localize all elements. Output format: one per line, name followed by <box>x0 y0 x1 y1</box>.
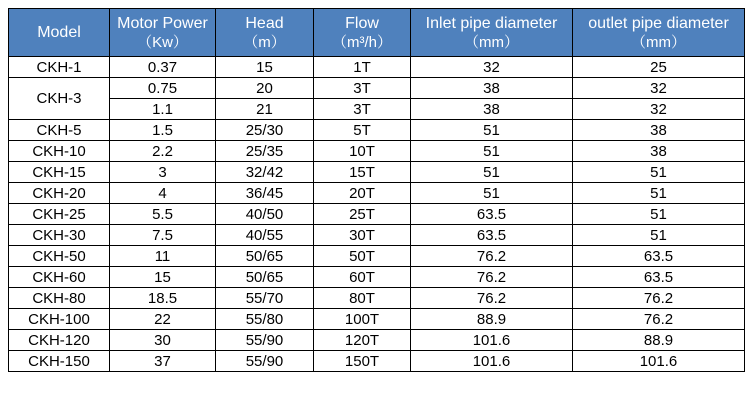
cell-inlet: 63.5 <box>411 204 573 225</box>
header-outlet-diameter: outlet pipe diameter （mm） <box>573 9 745 57</box>
cell-model: CKH-30 <box>9 225 110 246</box>
cell-model: CKH-10 <box>9 141 110 162</box>
table-row <box>9 330 745 351</box>
header-row <box>9 9 745 57</box>
table-row <box>9 267 745 288</box>
cell-power: 0.75 <box>110 78 216 99</box>
cell-head: 20 <box>216 78 314 99</box>
cell-flow: 60T <box>314 267 411 288</box>
header-motor-power: Motor Power （Kw） <box>110 9 216 57</box>
table-row <box>9 183 745 204</box>
cell-head: 21 <box>216 99 314 120</box>
cell-inlet: 38 <box>411 99 573 120</box>
cell-power: 4 <box>110 183 216 204</box>
cell-inlet: 76.2 <box>411 267 573 288</box>
cell-outlet: 63.5 <box>573 246 745 267</box>
header-flow: Flow （m³/h） <box>314 9 411 57</box>
cell-head: 50/65 <box>216 267 314 288</box>
cell-inlet: 76.2 <box>411 288 573 309</box>
cell-power: 30 <box>110 330 216 351</box>
table-row <box>9 309 745 330</box>
cell-model: CKH-1 <box>9 57 110 78</box>
cell-flow: 30T <box>314 225 411 246</box>
cell-outlet: 32 <box>573 78 745 99</box>
cell-outlet: 51 <box>573 183 745 204</box>
cell-inlet: 51 <box>411 141 573 162</box>
cell-flow: 1T <box>314 57 411 78</box>
table-row <box>9 204 745 225</box>
table-row <box>9 351 745 372</box>
table-row <box>9 78 745 99</box>
cell-outlet: 38 <box>573 120 745 141</box>
table-row <box>9 162 745 183</box>
cell-outlet: 63.5 <box>573 267 745 288</box>
cell-flow: 3T <box>314 99 411 120</box>
table-row <box>9 120 745 141</box>
cell-head: 32/42 <box>216 162 314 183</box>
cell-power: 18.5 <box>110 288 216 309</box>
cell-head: 50/65 <box>216 246 314 267</box>
cell-power: 2.2 <box>110 141 216 162</box>
cell-power: 1.1 <box>110 99 216 120</box>
cell-head: 15 <box>216 57 314 78</box>
cell-outlet: 32 <box>573 99 745 120</box>
table-row <box>9 141 745 162</box>
cell-inlet: 63.5 <box>411 225 573 246</box>
cell-flow: 5T <box>314 120 411 141</box>
cell-model: CKH-60 <box>9 267 110 288</box>
cell-power: 11 <box>110 246 216 267</box>
cell-inlet: 88.9 <box>411 309 573 330</box>
header-inlet-diameter: Inlet pipe diameter （mm） <box>411 9 573 57</box>
cell-outlet: 38 <box>573 141 745 162</box>
header-head: Head （m） <box>216 9 314 57</box>
cell-power: 7.5 <box>110 225 216 246</box>
cell-power: 15 <box>110 267 216 288</box>
cell-head: 25/35 <box>216 141 314 162</box>
table-row <box>9 57 745 78</box>
cell-head: 40/50 <box>216 204 314 225</box>
cell-head: 55/90 <box>216 351 314 372</box>
cell-flow: 100T <box>314 309 411 330</box>
cell-outlet: 25 <box>573 57 745 78</box>
cell-flow: 15T <box>314 162 411 183</box>
cell-outlet: 76.2 <box>573 288 745 309</box>
cell-model: CKH-150 <box>9 351 110 372</box>
cell-flow: 10T <box>314 141 411 162</box>
cell-power: 0.37 <box>110 57 216 78</box>
cell-outlet: 51 <box>573 204 745 225</box>
cell-power: 22 <box>110 309 216 330</box>
cell-outlet: 88.9 <box>573 330 745 351</box>
cell-model: CKH-80 <box>9 288 110 309</box>
cell-model: CKH-20 <box>9 183 110 204</box>
cell-power: 37 <box>110 351 216 372</box>
cell-model: CKH-120 <box>9 330 110 351</box>
cell-head: 55/90 <box>216 330 314 351</box>
cell-flow: 20T <box>314 183 411 204</box>
table-row <box>9 288 745 309</box>
cell-head: 55/80 <box>216 309 314 330</box>
cell-inlet: 76.2 <box>411 246 573 267</box>
cell-flow: 150T <box>314 351 411 372</box>
cell-outlet: 51 <box>573 225 745 246</box>
cell-head: 36/45 <box>216 183 314 204</box>
cell-outlet: 51 <box>573 162 745 183</box>
cell-head: 40/55 <box>216 225 314 246</box>
pump-spec-table <box>8 8 745 372</box>
cell-model: CKH-50 <box>9 246 110 267</box>
cell-power: 5.5 <box>110 204 216 225</box>
cell-inlet: 51 <box>411 162 573 183</box>
cell-inlet: 32 <box>411 57 573 78</box>
cell-outlet: 76.2 <box>573 309 745 330</box>
cell-model: CKH-15 <box>9 162 110 183</box>
cell-power: 3 <box>110 162 216 183</box>
cell-model: CKH-100 <box>9 309 110 330</box>
cell-inlet: 101.6 <box>411 330 573 351</box>
table-row <box>9 246 745 267</box>
cell-head: 25/30 <box>216 120 314 141</box>
cell-model: CKH-25 <box>9 204 110 225</box>
cell-flow: 120T <box>314 330 411 351</box>
cell-flow: 3T <box>314 78 411 99</box>
cell-head: 55/70 <box>216 288 314 309</box>
table-row <box>9 99 745 120</box>
table-row <box>9 225 745 246</box>
cell-inlet: 51 <box>411 120 573 141</box>
cell-flow: 50T <box>314 246 411 267</box>
cell-inlet: 51 <box>411 183 573 204</box>
cell-flow: 80T <box>314 288 411 309</box>
cell-power: 1.5 <box>110 120 216 141</box>
spec-table-container <box>8 8 745 372</box>
cell-model: CKH-3 <box>9 78 110 120</box>
cell-inlet: 38 <box>411 78 573 99</box>
header-model: Model <box>9 9 110 57</box>
cell-inlet: 101.6 <box>411 351 573 372</box>
cell-model: CKH-5 <box>9 120 110 141</box>
cell-outlet: 101.6 <box>573 351 745 372</box>
cell-flow: 25T <box>314 204 411 225</box>
